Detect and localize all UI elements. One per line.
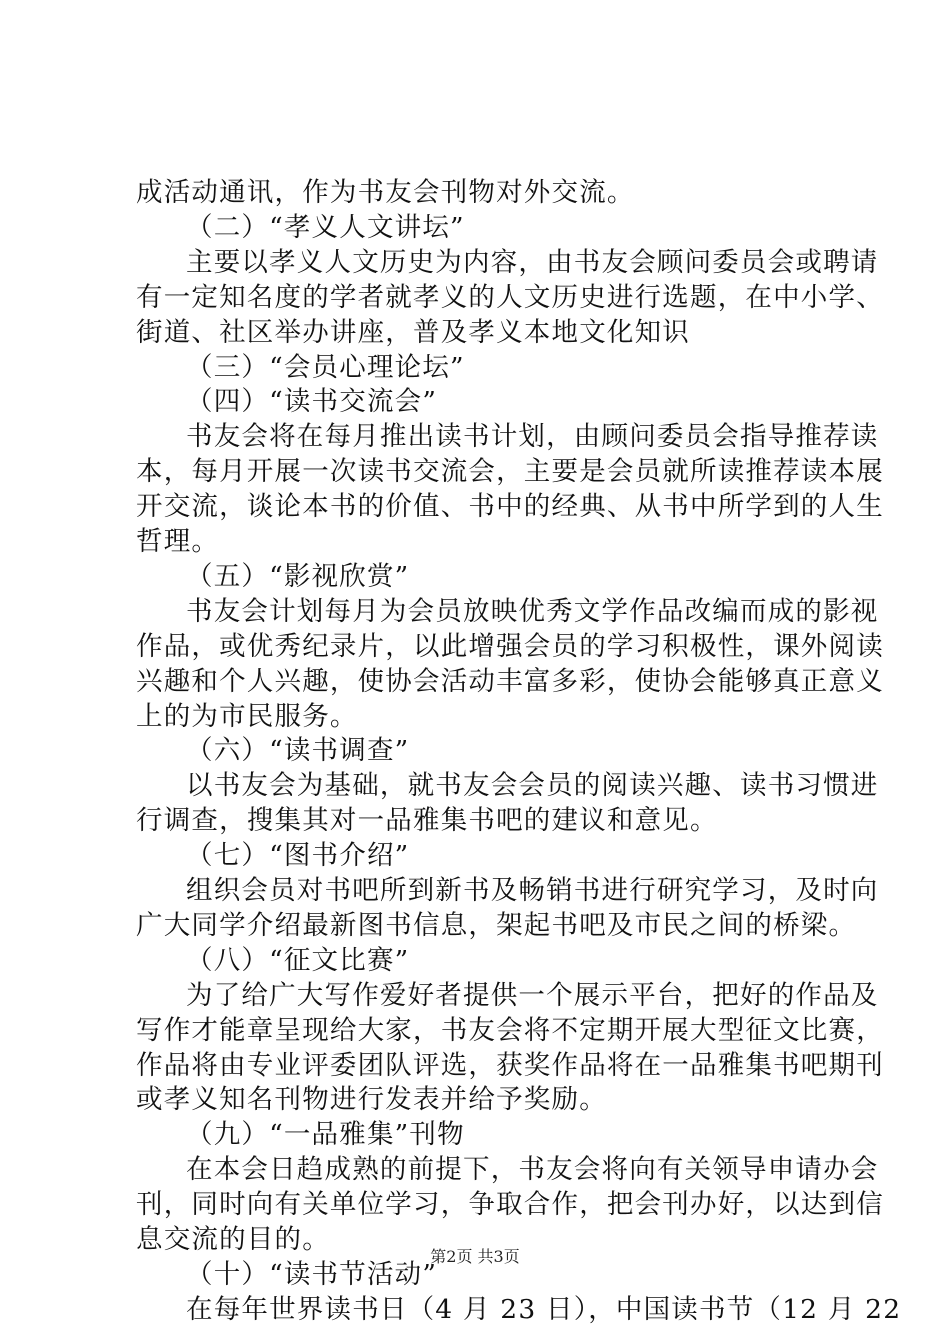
- paragraph-first-line: 主要以孝义人文历史为内容，由书友会顾问委员会或聘请: [186, 246, 879, 278]
- section-heading: （三）“会员心理论坛”: [186, 351, 465, 383]
- section-heading: （七）“图书介绍”: [186, 840, 410, 872]
- body-line: 本，每月开展一次读书交流会，主要是会员就所读推荐读本展: [136, 456, 884, 488]
- body-line: 成活动通讯，作为书友会刊物对外交流。: [136, 177, 635, 208]
- body-line: 广大同学介绍最新图书信息，架起书吧及市民之间的桥梁。: [136, 909, 857, 941]
- body-line: 有一定知名度的学者就孝义的人文历史进行选题，在中小学、: [136, 281, 884, 313]
- body-line: 兴趣和个人兴趣，使协会活动丰富多彩，使协会能够真正意义: [136, 665, 884, 697]
- body-line: 开交流，谈论本书的价值、书中的经典、从书中所学到的人生: [136, 491, 884, 523]
- body-line: 街道、社区举办讲座，普及孝义本地文化知识: [136, 316, 690, 348]
- body-line: 行调查，搜集其对一品雅集书吧的建议和意见。: [136, 805, 718, 837]
- section-heading: （二）“孝义人文讲坛”: [186, 211, 465, 243]
- body-line: 作品将由专业评委团队评选，获奖作品将在一品雅集书吧期刊: [136, 1049, 884, 1081]
- section-heading: （九）“一品雅集”刊物: [186, 1119, 465, 1151]
- body-line: 刊，同时向有关单位学习，争取合作，把会刊办好，以达到信: [136, 1189, 884, 1221]
- section-heading: （五）“影视欣赏”: [186, 560, 410, 592]
- page-footer: 第2页 共3页: [430, 1247, 520, 1266]
- section-heading: （八）“征文比赛”: [186, 944, 410, 976]
- body-line: 上的为市民服务。: [136, 700, 358, 732]
- body-line: 作品，或优秀纪录片，以此增强会员的学习积极性，课外阅读: [136, 630, 884, 662]
- paragraph-first-line: 为了给广大写作爱好者提供一个展示平台，把好的作品及: [186, 979, 879, 1011]
- section-heading: （四）“读书交流会”: [186, 386, 438, 418]
- paragraph-first-line: 书友会将在每月推出读书计划，由顾问委员会指导推荐读: [186, 421, 879, 453]
- body-line: 息交流的目的。: [136, 1224, 330, 1255]
- paragraph-first-line: 在本会日趋成熟的前提下，书友会将向有关领导申请办会: [186, 1154, 879, 1186]
- section-heading: （六）“读书调查”: [186, 735, 410, 767]
- body-line: 或孝义知名刊物进行发表并给予奖励。: [136, 1084, 607, 1116]
- section-heading: （十）“读书节活动”: [186, 1258, 438, 1290]
- body-line: 哲理。: [136, 526, 220, 557]
- paragraph-first-line: 书友会计划每月为会员放映优秀文学作品改编而成的影视: [186, 595, 879, 627]
- paragraph-first-line: 以书友会为基础，就书友会会员的阅读兴趣、读书习惯进: [186, 770, 879, 802]
- paragraph-first-line: 在每年世界读书日（4 月 23 日），中国读书节（12 月 22: [186, 1293, 902, 1325]
- body-line: 写作才能章呈现给大家，书友会将不定期开展大型征文比赛，: [136, 1014, 884, 1046]
- paragraph-first-line: 组织会员对书吧所到新书及畅销书进行研究学习，及时向: [186, 875, 879, 906]
